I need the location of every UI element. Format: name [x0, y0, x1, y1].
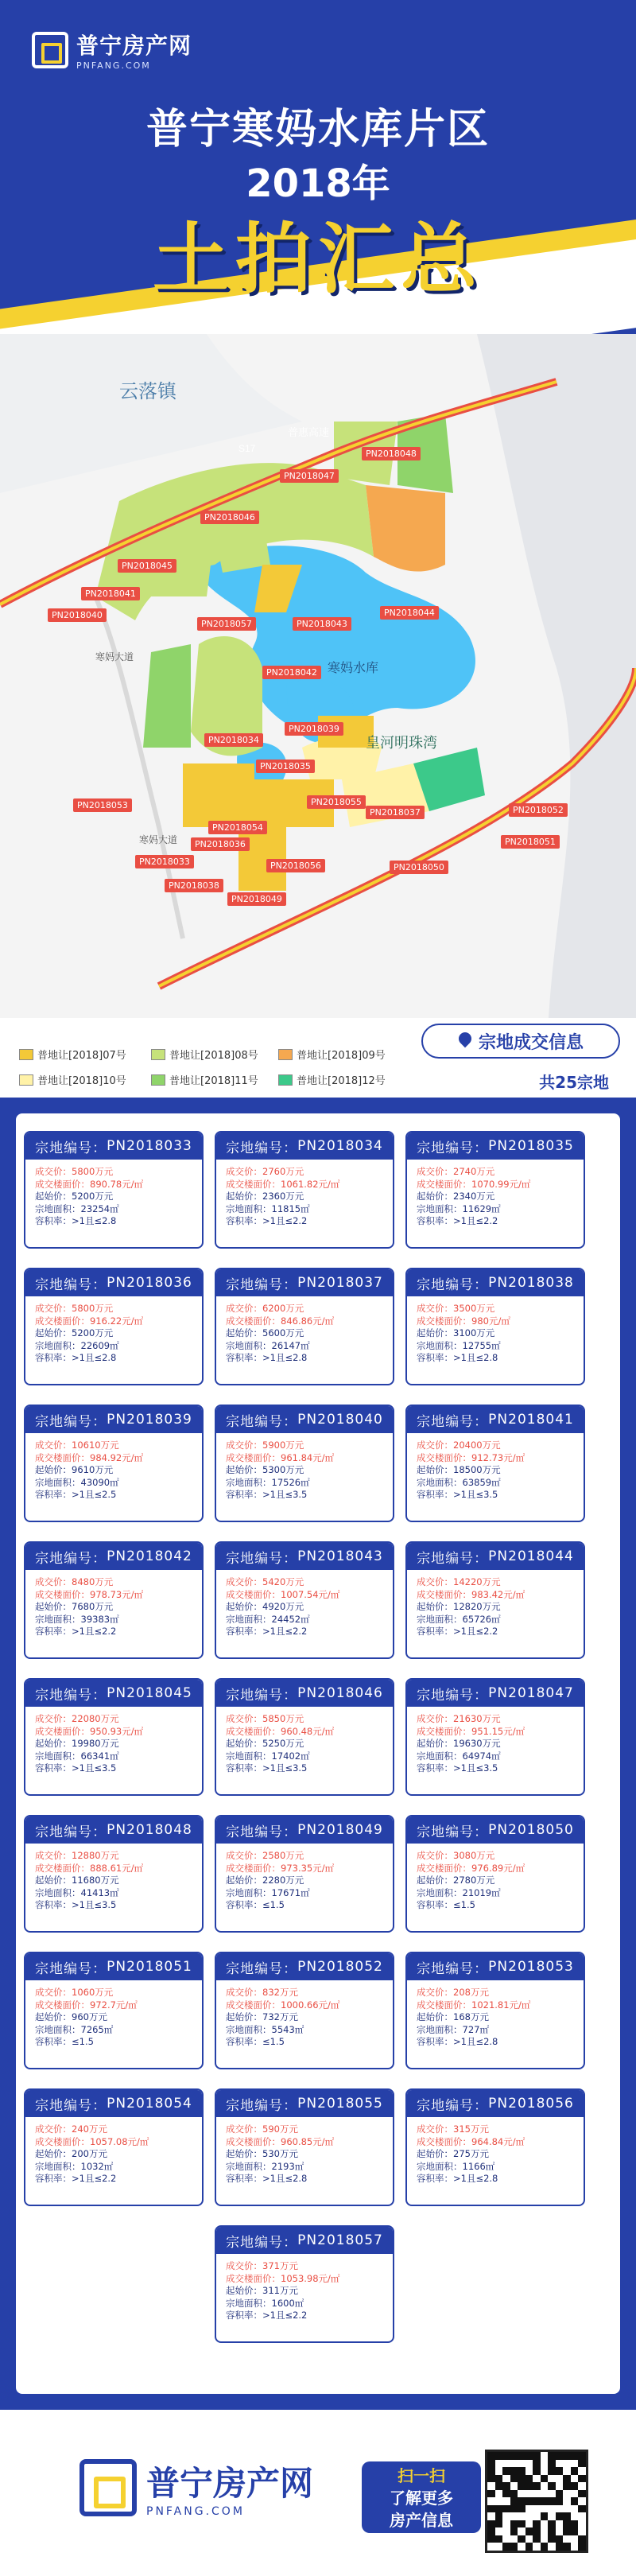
plot-label: PN2018045 [118, 559, 176, 573]
start-price: 起始价：5250万元 [226, 1738, 304, 1749]
parcel-card [24, 1678, 204, 1796]
parcel-area: 宗地面积：65726㎡ [417, 1613, 501, 1625]
plot-label: PN2018035 [256, 760, 315, 773]
unit-price: 成交楼面价：961.84元/㎡ [226, 1451, 335, 1463]
parcel-area: 宗地面积：17526㎡ [226, 1476, 310, 1488]
deal-price: 成交价：6200万元 [226, 1303, 304, 1314]
parcel-card [405, 2088, 585, 2206]
plot-label: PN2018051 [501, 835, 560, 849]
floor-area-ratio: 容积率：>1且≤2.2 [226, 1215, 308, 1226]
logo-domain: PNFANG.COM [76, 60, 151, 71]
place-label: S17 [238, 443, 256, 454]
parcel-area: 宗地面积：39383㎡ [35, 1613, 119, 1625]
plot-label: PN2018041 [81, 587, 140, 600]
parcel-header: 宗地编号： PN2018044 [407, 1543, 584, 1570]
parcel-header: 宗地编号： PN2018048 [25, 1816, 202, 1844]
deal-price: 成交价：20400万元 [417, 1440, 501, 1451]
plot-label: PN2018042 [262, 666, 321, 679]
parcel-area: 宗地面积：21019㎡ [417, 1886, 501, 1898]
deal-price: 成交价：2760万元 [226, 1166, 304, 1177]
parcel-area: 宗地面积：22609㎡ [35, 1339, 119, 1351]
place-label: 寒妈水库 [328, 662, 379, 675]
plot-label: PN2018054 [208, 821, 267, 834]
deal-price: 成交价：5800万元 [35, 1303, 114, 1314]
floor-area-ratio: 容积率：≤1.5 [226, 1899, 285, 1910]
parcel-area: 宗地面积：1032㎡ [35, 2160, 114, 2172]
start-price: 起始价：960万元 [35, 2011, 107, 2022]
start-price: 起始价：200万元 [35, 2148, 107, 2159]
deal-price: 成交价：2580万元 [226, 1850, 304, 1861]
footer-logo-domain: PNFANG.COM [146, 2505, 245, 2518]
start-price: 起始价：530万元 [226, 2148, 298, 2159]
deal-price: 成交价：10610万元 [35, 1440, 119, 1451]
deal-price: 成交价：1060万元 [35, 1987, 114, 1998]
parcel-header: 宗地编号： PN2018046 [216, 1680, 393, 1707]
deal-price: 成交价：590万元 [226, 2123, 298, 2135]
floor-area-ratio: 容积率：>1且≤2.2 [35, 1626, 117, 1637]
parcel-header: 宗地编号： PN2018052 [216, 1953, 393, 1980]
hero-banner [0, 0, 636, 334]
unit-price: 成交楼面价：912.73元/㎡ [417, 1451, 525, 1463]
start-price: 起始价：2340万元 [417, 1191, 495, 1202]
parcel-area: 宗地面积：7265㎡ [35, 2023, 114, 2035]
parcel-header: 宗地编号： PN2018053 [407, 1953, 584, 1980]
start-price: 起始价：275万元 [417, 2148, 489, 2159]
parcel-card [215, 1678, 394, 1796]
parcel-area: 宗地面积：11629㎡ [417, 1203, 501, 1214]
unit-price: 成交楼面价：978.73元/㎡ [35, 1588, 144, 1600]
section-title: 宗地成交信息 [421, 1024, 620, 1059]
parcel-card [24, 1131, 204, 1249]
plot-label: PN2018056 [266, 859, 325, 872]
parcel-header: 宗地编号： PN2018054 [25, 2090, 202, 2117]
deal-price: 成交价：14220万元 [417, 1576, 501, 1587]
floor-area-ratio: 容积率：>1且≤2.8 [226, 1352, 308, 1363]
title-line-1: 普宁寒妈水库片区 [145, 106, 490, 153]
parcel-header: 宗地编号： PN2018050 [407, 1816, 584, 1844]
deal-price: 成交价：315万元 [417, 2123, 489, 2135]
parcel-area: 宗地面积：17671㎡ [226, 1886, 310, 1898]
plot-label: PN2018039 [285, 722, 343, 736]
parcel-area: 宗地面积：5543㎡ [226, 2023, 304, 2035]
scan-prompt: 扫一扫 了解更多 房产信息 [362, 2461, 481, 2533]
plot-label: PN2018049 [227, 892, 286, 906]
place-label: 寒妈大道 [95, 651, 134, 662]
parcel-area: 宗地面积：2193㎡ [226, 2160, 304, 2172]
parcel-header: 宗地编号： PN2018041 [407, 1406, 584, 1433]
location-pin-icon [458, 1032, 472, 1050]
plot-label: PN2018046 [200, 511, 259, 524]
plot-label: PN2018034 [204, 733, 263, 747]
floor-area-ratio: 容积率：>1且≤2.8 [417, 2173, 498, 2184]
logo-icon [32, 32, 68, 68]
unit-price: 成交楼面价：1021.81元/㎡ [417, 1999, 531, 2011]
unit-price: 成交楼面价：950.93元/㎡ [35, 1725, 144, 1737]
parcel-header: 宗地编号： PN2018034 [216, 1133, 393, 1160]
legend-item: 普地让[2018]07号 [19, 1047, 126, 1062]
parcel-card [215, 2088, 394, 2206]
parcel-header: 宗地编号： PN2018045 [25, 1680, 202, 1707]
parcel-header: 宗地编号： PN2018057 [216, 2227, 393, 2254]
unit-price: 成交楼面价：980元/㎡ [417, 1315, 510, 1327]
parcel-header: 宗地编号： PN2018036 [25, 1269, 202, 1296]
plot-label: PN2018038 [165, 879, 223, 892]
unit-price: 成交楼面价：1057.08元/㎡ [35, 2135, 149, 2147]
footer [0, 2410, 636, 2576]
floor-area-ratio: 容积率：≤1.5 [226, 2036, 285, 2047]
legend-item: 普地让[2018]08号 [151, 1047, 258, 1062]
deal-price: 成交价：240万元 [35, 2123, 107, 2135]
parcel-header: 宗地编号： PN2018047 [407, 1680, 584, 1707]
floor-area-ratio: 容积率：≤1.5 [417, 1899, 475, 1910]
unit-price: 成交楼面价：972.7元/㎡ [35, 1999, 138, 2011]
parcel-card [405, 1131, 585, 1249]
parcel-card [215, 1952, 394, 2069]
unit-price: 成交楼面价：916.22元/㎡ [35, 1315, 144, 1327]
parcel-card [24, 1405, 204, 1522]
floor-area-ratio: 容积率：>1且≤2.2 [35, 2173, 117, 2184]
start-price: 起始价：168万元 [417, 2011, 489, 2022]
parcel-header: 宗地编号： PN2018039 [25, 1406, 202, 1433]
unit-price: 成交楼面价：951.15元/㎡ [417, 1725, 525, 1737]
place-label: 云落镇 [119, 381, 176, 402]
floor-area-ratio: 容积率：>1且≤3.5 [417, 1489, 498, 1500]
floor-area-ratio: 容积率：>1且≤2.8 [226, 2173, 308, 2184]
title-line-2: 2018年 [246, 161, 390, 206]
start-price: 起始价：732万元 [226, 2011, 298, 2022]
deal-price: 成交价：5420万元 [226, 1576, 304, 1587]
parcel-card [405, 1405, 585, 1522]
place-label: 普惠高速 [288, 426, 330, 438]
floor-area-ratio: 容积率：>1且≤2.2 [417, 1626, 498, 1637]
deal-price: 成交价：5800万元 [35, 1166, 114, 1177]
start-price: 起始价：18500万元 [417, 1464, 501, 1475]
unit-price: 成交楼面价：1000.66元/㎡ [226, 1999, 340, 2011]
unit-price: 成交楼面价：976.89元/㎡ [417, 1862, 525, 1874]
unit-price: 成交楼面价：890.78元/㎡ [35, 1178, 144, 1190]
parcel-card [215, 1815, 394, 1933]
unit-price: 成交楼面价：1007.54元/㎡ [226, 1588, 340, 1600]
title-line-3: 土拍汇总 [153, 215, 483, 304]
parcel-card [24, 1541, 204, 1659]
start-price: 起始价：311万元 [226, 2285, 298, 2296]
parcel-area: 宗地面积：11815㎡ [226, 1203, 310, 1214]
parcel-card [24, 2088, 204, 2206]
land-map [0, 334, 636, 1018]
parcel-card [405, 1541, 585, 1659]
parcel-area: 宗地面积：17402㎡ [226, 1750, 310, 1762]
start-price: 起始价：2780万元 [417, 1875, 495, 1886]
logo-icon [80, 2459, 137, 2516]
parcel-header: 宗地编号： PN2018043 [216, 1543, 393, 1570]
plot-label: PN2018050 [390, 861, 448, 874]
floor-area-ratio: 容积率：>1且≤2.2 [226, 2310, 308, 2321]
deal-price: 成交价：5900万元 [226, 1440, 304, 1451]
parcel-area: 宗地面积：64974㎡ [417, 1750, 501, 1762]
start-price: 起始价：7680万元 [35, 1601, 114, 1612]
unit-price: 成交楼面价：983.42元/㎡ [417, 1588, 525, 1600]
legend-item: 普地让[2018]11号 [151, 1072, 258, 1087]
parcel-header: 宗地编号： PN2018035 [407, 1133, 584, 1160]
plot-label: PN2018055 [307, 795, 366, 809]
parcel-header: 宗地编号： PN2018049 [216, 1816, 393, 1844]
parcel-area: 宗地面积：41413㎡ [35, 1886, 119, 1898]
parcel-area: 宗地面积：727㎡ [417, 2023, 489, 2035]
plot-label: PN2018036 [191, 837, 250, 851]
floor-area-ratio: 容积率：>1且≤2.2 [226, 1626, 308, 1637]
parcel-list [0, 1098, 636, 2410]
floor-area-ratio: 容积率：>1且≤2.8 [35, 1352, 117, 1363]
parcel-header: 宗地编号： PN2018038 [407, 1269, 584, 1296]
plot-label: PN2018040 [48, 608, 107, 622]
parcel-card [215, 1405, 394, 1522]
parcel-header: 宗地编号： PN2018042 [25, 1543, 202, 1570]
qr-code[interactable] [485, 2450, 588, 2553]
floor-area-ratio: 容积率：>1且≤2.2 [417, 1215, 498, 1226]
start-price: 起始价：19980万元 [35, 1738, 119, 1749]
plot-label: PN2018033 [135, 855, 194, 868]
parcel-area: 宗地面积：12755㎡ [417, 1339, 501, 1351]
deal-price: 成交价：208万元 [417, 1987, 489, 1998]
unit-price: 成交楼面价：964.84元/㎡ [417, 2135, 525, 2147]
plot-label: PN2018053 [73, 798, 132, 812]
parcel-header: 宗地编号： PN2018055 [216, 2090, 393, 2117]
floor-area-ratio: 容积率：>1且≤3.5 [226, 1489, 308, 1500]
unit-price: 成交楼面价：973.35元/㎡ [226, 1862, 335, 1874]
plot-label: PN2018043 [293, 617, 351, 631]
legend-item: 普地让[2018]12号 [278, 1072, 386, 1087]
logo-text: 普宁房产网 [76, 33, 192, 59]
deal-price: 成交价：21630万元 [417, 1713, 501, 1724]
parcel-area: 宗地面积：26147㎡ [226, 1339, 310, 1351]
parcel-card [24, 1268, 204, 1385]
deal-price: 成交价：2740万元 [417, 1166, 495, 1177]
parcel-card [24, 1815, 204, 1933]
unit-price: 成交楼面价：1053.98元/㎡ [226, 2272, 340, 2284]
unit-price: 成交楼面价：1061.82元/㎡ [226, 1178, 340, 1190]
parcel-header: 宗地编号： PN2018040 [216, 1406, 393, 1433]
deal-price: 成交价：8480万元 [35, 1576, 114, 1587]
plot-label: PN2018057 [197, 617, 256, 631]
floor-area-ratio: 容积率：>1且≤3.5 [417, 1762, 498, 1774]
parcel-card [215, 2225, 394, 2343]
parcel-header: 宗地编号： PN2018051 [25, 1953, 202, 1980]
parcel-header: 宗地编号： PN2018033 [25, 1133, 202, 1160]
start-price: 起始价：5300万元 [226, 1464, 304, 1475]
floor-area-ratio: 容积率：>1且≤2.8 [417, 1352, 498, 1363]
floor-area-ratio: 容积率：>1且≤3.5 [35, 1762, 117, 1774]
unit-price: 成交楼面价：846.86元/㎡ [226, 1315, 335, 1327]
unit-price: 成交楼面价：1070.99元/㎡ [417, 1178, 531, 1190]
start-price: 起始价：9610万元 [35, 1464, 114, 1475]
deal-price: 成交价：3500万元 [417, 1303, 495, 1314]
parcel-card [405, 1815, 585, 1933]
deal-price: 成交价：5850万元 [226, 1713, 304, 1724]
start-price: 起始价：19630万元 [417, 1738, 501, 1749]
parcel-area: 宗地面积：63859㎡ [417, 1476, 501, 1488]
header-logo [32, 29, 192, 71]
parcel-area: 宗地面积：24452㎡ [226, 1613, 310, 1625]
plot-label: PN2018048 [362, 447, 421, 460]
parcel-card [24, 1952, 204, 2069]
parcel-card [215, 1541, 394, 1659]
deal-price: 成交价：22080万元 [35, 1713, 119, 1724]
start-price: 起始价：5200万元 [35, 1191, 114, 1202]
start-price: 起始价：2360万元 [226, 1191, 304, 1202]
deal-price: 成交价：3080万元 [417, 1850, 495, 1861]
plot-label: PN2018047 [280, 469, 339, 483]
parcel-panel [16, 1113, 620, 2394]
floor-area-ratio: 容积率：>1且≤2.8 [417, 2036, 498, 2047]
parcel-area: 宗地面积：43090㎡ [35, 1476, 119, 1488]
floor-area-ratio: 容积率：>1且≤3.5 [35, 1899, 117, 1910]
floor-area-ratio: 容积率：>1且≤2.8 [35, 1215, 117, 1226]
parcel-area: 宗地面积：23254㎡ [35, 1203, 119, 1214]
parcel-card [405, 1678, 585, 1796]
parcel-header: 宗地编号： PN2018056 [407, 2090, 584, 2117]
total-count: 共25宗地 [539, 1073, 609, 1092]
parcel-header: 宗地编号： PN2018037 [216, 1269, 393, 1296]
unit-price: 成交楼面价：984.92元/㎡ [35, 1451, 144, 1463]
plot-label: PN2018044 [380, 606, 439, 620]
unit-price: 成交楼面价：960.85元/㎡ [226, 2135, 335, 2147]
plot-label: PN2018037 [366, 806, 425, 819]
plot-label: PN2018052 [509, 803, 568, 817]
start-price: 起始价：12820万元 [417, 1601, 501, 1612]
start-price: 起始价：11680万元 [35, 1875, 119, 1886]
start-price: 起始价：4920万元 [226, 1601, 304, 1612]
footer-logo-text: 普宁房产网 [146, 2464, 314, 2503]
unit-price: 成交楼面价：960.48元/㎡ [226, 1725, 335, 1737]
parcel-card [405, 1952, 585, 2069]
start-price: 起始价：5200万元 [35, 1327, 114, 1339]
deal-price: 成交价：371万元 [226, 2260, 298, 2271]
start-price: 起始价：5600万元 [226, 1327, 304, 1339]
start-price: 起始价：2280万元 [226, 1875, 304, 1886]
parcel-area: 宗地面积：1600㎡ [226, 2297, 304, 2309]
unit-price: 成交楼面价：888.61元/㎡ [35, 1862, 144, 1874]
floor-area-ratio: 容积率：>1且≤2.5 [35, 1489, 117, 1500]
parcel-card [215, 1268, 394, 1385]
legend-item: 普地让[2018]10号 [19, 1072, 126, 1087]
parcel-card [215, 1131, 394, 1249]
place-label: 皇河明珠湾 [366, 735, 437, 751]
parcel-card [405, 1268, 585, 1385]
deal-price: 成交价：12880万元 [35, 1850, 119, 1861]
footer-logo [80, 2457, 313, 2518]
start-price: 起始价：3100万元 [417, 1327, 495, 1339]
floor-area-ratio: 容积率：>1且≤3.5 [226, 1762, 308, 1774]
deal-price: 成交价：832万元 [226, 1987, 298, 1998]
place-label: 寒妈大道 [139, 834, 178, 845]
legend-item: 普地让[2018]09号 [278, 1047, 386, 1062]
parcel-area: 宗地面积：1166㎡ [417, 2160, 495, 2172]
parcel-area: 宗地面积：66341㎡ [35, 1750, 119, 1762]
floor-area-ratio: 容积率：≤1.5 [35, 2036, 94, 2047]
